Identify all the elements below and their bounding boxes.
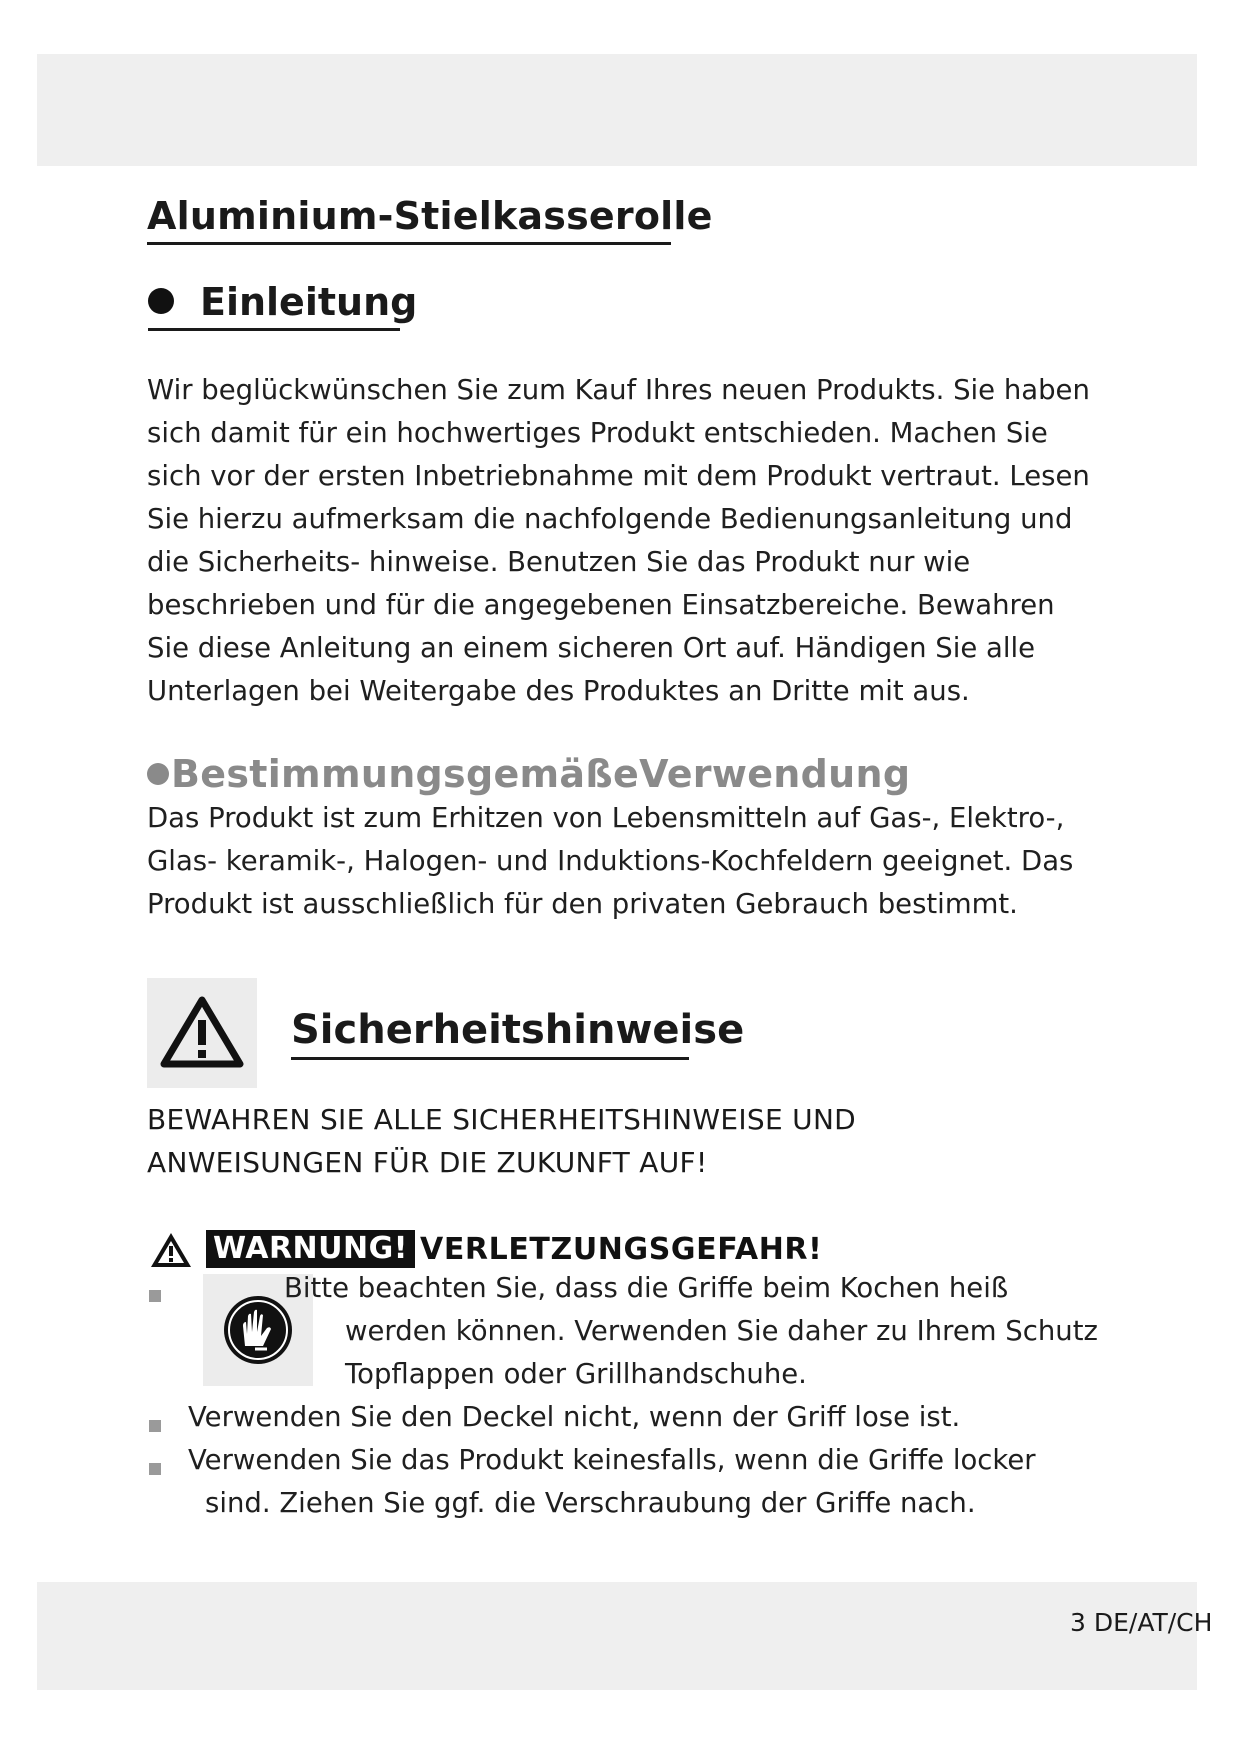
heading-bestimmung-text: BestimmungsgemäßeVerwendung [171,752,911,796]
danger-label: VERLETZUNGSGEFAHR! [420,1232,823,1267]
heading-einleitung-text: Einleitung [200,280,418,324]
warning-triangle-icon [150,1232,192,1268]
safety-item-3-line-1: Verwenden Sie das Produkt keinesfalls, wenn die Griffe locker [188,1444,1036,1476]
heading-sicherheit: Sicherheitshinweise [291,1007,745,1053]
safety-item-1-line-2: werden können. Verwenden Sie daher zu Ihrem Schutz [345,1315,1098,1347]
header-band [37,54,1197,166]
document-title: Aluminium-Stielkasserolle [147,194,713,238]
safety-item-3-line-2: sind. Ziehen Sie ggf. die Verschraubung der Griffe nach. [205,1487,976,1519]
heading-bestimmung [147,752,910,796]
warning-badge: WARNUNG! [206,1230,415,1268]
caps-note-line: ANWEISUNGEN FÜR DIE ZUKUNFT AUF! [147,1146,708,1179]
safety-item-1-line-1: Bitte beachten Sie, dass die Griffe beim Kochen heiß [284,1272,1009,1304]
einleitung-underline [148,328,400,331]
bullet-dot-icon [148,288,174,314]
page-number: 3 DE/AT/CH [1070,1608,1213,1637]
sicherheit-underline [291,1057,689,1060]
keep-instructions-note [147,1098,1047,1184]
footer-band [37,1582,1213,1690]
intro-paragraph: Wir beglückwünschen Sie zum Kauf Ihres neuen Produkts. Sie haben sich damit für ein hochwertiges Produkt entschieden. Machen Sie sich vor der ersten Inbetriebnahme mit dem Produkt vertraut. Lesen Sie hierzu aufmerksam die nachfolgende Bedienungsanleitung und die Sicherheits- hinweise. Benutzen Sie das Produkt nur wie beschrieben und für die angegebenen Einsatzbereiche. Bewahren Sie diese Anleitung an einem sicheren Ort auf. Händigen Sie alle Unterlagen bei Weitergabe des Produktes an Dritte mit aus. [147,374,1090,707]
bestimmung-paragraph: Das Produkt ist zum Erhitzen von Lebensmitteln auf Gas-, Elektro-, Glas- keramik-, Halogen- und Induktions-Kochfeldern geeignet. Das Produkt ist ausschließlich für den privaten Gebrauch bestimmt. [147,802,1074,920]
heading-einleitung [148,280,417,324]
bullet-dot-icon [147,763,169,785]
warning-triangle-icon [160,996,244,1068]
list-bullet-icon [149,1290,161,1302]
title-underline [147,242,671,245]
safety-item-1-line-3: Topflappen oder Grillhandschuhe. [345,1358,807,1390]
safety-warning-icon [147,978,257,1088]
safety-item-2-line-1: Verwenden Sie den Deckel nicht, wenn der Griff lose ist. [188,1401,961,1433]
caps-note-line: BEWAHREN SIE ALLE SICHERHEITSHINWEISE UND [147,1103,857,1136]
list-bullet-icon [149,1420,161,1432]
list-bullet-icon [149,1463,161,1475]
